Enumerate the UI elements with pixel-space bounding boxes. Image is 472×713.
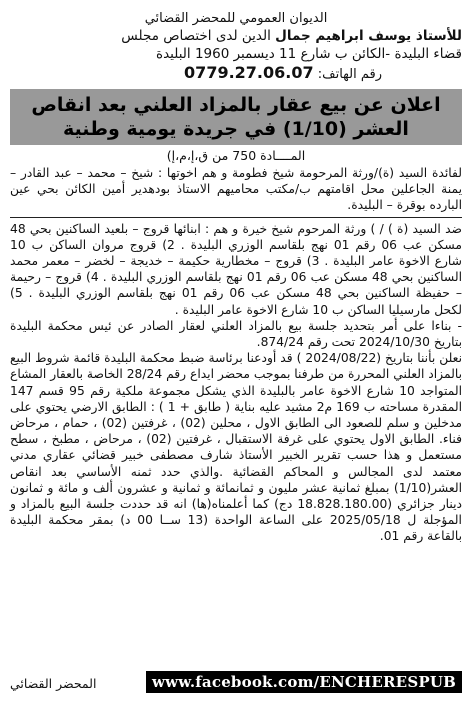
address-line: قضاء البليدة -الكائن ب شارع 11 ديسمبر 1960 البليدة <box>156 46 462 62</box>
phone-line <box>10 63 382 85</box>
phone-number: 0779.27.06.07 <box>184 63 314 82</box>
beneficiary-paragraph: لفائدة السيد (ة)/ورثة المرحومة شيخ فطومة و هم اخوتها : شيخ – محمد – عبد القادر – يمنة الجاعلين محل اقامتهم ب/مكتب محاميهم الاستاذ بودهدير أمين الكائن بحي عين البارده بوقرة – البليدة. <box>10 166 462 213</box>
lawyer-prefix: للأستاذ <box>411 28 462 44</box>
lawyer-line <box>10 27 462 45</box>
lawyer-name: يوسف ابراهيم جمال <box>275 28 412 44</box>
auction-notice <box>10 10 462 693</box>
facebook-link[interactable]: www.facebook.com/ENCHERESPUB <box>146 671 462 693</box>
footer <box>10 669 462 693</box>
legal-article-line <box>10 147 462 165</box>
defendants-paragraph: ضد السيد (ة ) / ) ورثة المرحوم شيخ خيرة و هم : ابنائها قروج – بلعيد الساكنين بحي 48 مسكن عب 06 رقم 01 نهج بلقاسم الوزري البليدة . 2) قروج مروان الساكن ب 10 شارع الاخوة عامر البليدة . 3) قروج – مخطارية حكيمة – خديجة – لخضر – معمر محمد الساكنين بحي 48 مسكن عب 06 رقم 01 نهج بلقاسم الوزري البليدة . 4) قروج – رحيمة – حفيظة الساكنين بحي 48 مسكن عب 06 رقم 01 نهج بلقاسم الوزري البليدة . 5) لكحل مارسيليا الساكن ب 10 شارع الاخوة عامر البليدة . <box>10 221 462 317</box>
legal-article: المــــادة 750 من ق،إ،م،إ) <box>166 148 306 163</box>
court-order-paragraph: - بناءا على أمر بتحديد جلسة بيع بالمزاد العلني لعقار الصادر عن ئيس محكمة البليدة بتاريخ 2024/10/30 تحت رقم 874/24. <box>10 318 462 350</box>
office-title: الديوان العمومي للمحضر القضائي <box>144 11 328 26</box>
phone-label: رقم الهاتف: <box>313 67 382 82</box>
divider <box>10 217 462 218</box>
property-details-paragraph: نعلن بأننا بتاريخ (2024/08/22 ) قد أودعنا برئاسة ضبط محكمة البليدة قائمة شروط البيع بالمزاد العلني المحررة من طرفنا بموجب محضر ايداع رقم 28/24 الخاصة بالعقار المشاع المتواجد 10 شارع الاخوة عامر بالبليدة الذي يشكل مجموعة ملكية رقم 95 قسم 147 المقدرة مساحته ب 169 م2 مشيد عليه بناية ( طابق + 1 ) : الطابق الارضي يحتوي على مدخلين و سلم للصعود الى الطابق الاول ، محلين (02) ، غرفتين (02) ، حمام ، مرحاض فناء. الطابق الاول يحتوي على غرفة الاستقبال ، غرفتين (02) ، مرحاض ، مطبخ ، سطح مستعمل و هذا حسب تقرير الخبير الأستاذ شارف مصطفى خبير قضائي عقاري مدني معتمد لدى المجالس و المحاكم القضائية .والذي حدد ثمنه الأساسي بعد انقاص العشر(1/10) بمبلغ ثمانية عشر مليون و ثمانمائة و ثمانية و عشرون ألف و مائة و ثمانون دينار جزائري (18.828.180.00 دج) كما أعلمناه(ها) انه قد حددت جلسة البيع بالمزاد و المؤجلة ل 2025/05/18 على الساعة الواحدة (13 ســا 00 د) بمقر محكمة البليدة بالقاعة رقم 01. <box>10 351 463 544</box>
lawyer-jurisdiction: الدين لدى اختصاص مجلس <box>121 28 276 44</box>
bailiff-signature: المحضر القضائي <box>10 676 97 691</box>
notice-title-banner: اعلان عن بيع عقار بالمزاد العلني بعد انقاص العشر (1/10) في جريدة يومية وطنية <box>10 89 462 145</box>
notice-body <box>10 165 462 545</box>
